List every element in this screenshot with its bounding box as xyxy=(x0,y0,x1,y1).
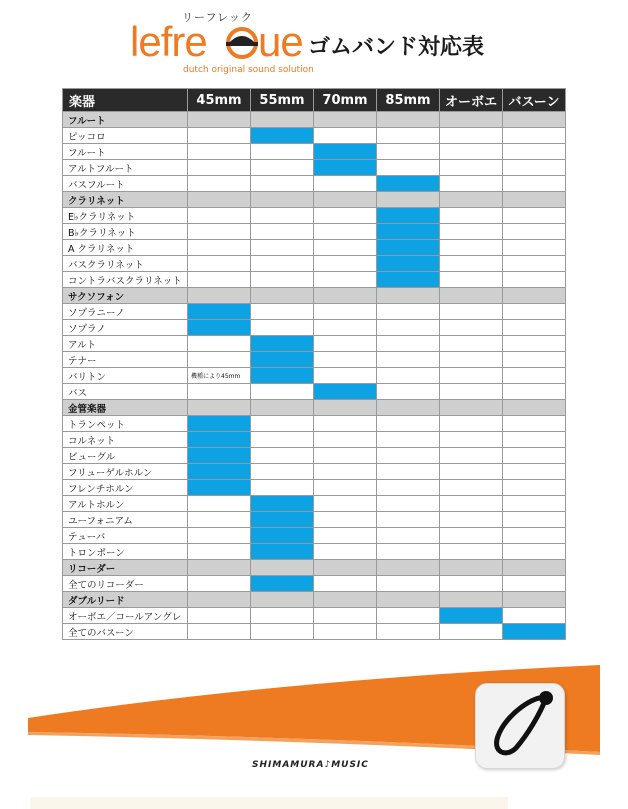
table-cell xyxy=(377,336,440,352)
table-cell xyxy=(503,592,566,608)
instrument-name: ユーフォニアム xyxy=(63,512,188,528)
table-cell xyxy=(503,336,566,352)
table-cell xyxy=(314,400,377,416)
instrument-name: トロンボーン xyxy=(63,544,188,560)
table-cell xyxy=(251,112,314,128)
table-cell xyxy=(377,304,440,320)
instrument-name: フルート xyxy=(63,144,188,160)
category-label: 金管楽器 xyxy=(63,400,188,416)
table-cell xyxy=(188,240,251,256)
instrument-name: アルトホルン xyxy=(63,496,188,512)
table-cell xyxy=(377,448,440,464)
category-label: ダブルリード xyxy=(63,592,188,608)
table-cell xyxy=(314,544,377,560)
table-cell xyxy=(188,496,251,512)
table-cell xyxy=(188,256,251,272)
compatible-cell xyxy=(251,576,314,592)
page-title: ゴムバンド対応表 xyxy=(308,35,485,60)
table-cell xyxy=(377,592,440,608)
table-cell xyxy=(377,144,440,160)
table-cell xyxy=(377,128,440,144)
table-row xyxy=(63,224,566,240)
table-cell xyxy=(503,512,566,528)
table-cell xyxy=(251,176,314,192)
instrument-name: ソプラニーノ xyxy=(63,304,188,320)
table-cell xyxy=(503,416,566,432)
table-row xyxy=(63,624,566,640)
compatible-cell xyxy=(188,464,251,480)
table-cell xyxy=(503,176,566,192)
instrument-name: テューバ xyxy=(63,528,188,544)
table-cell xyxy=(188,224,251,240)
instrument-name: テナー xyxy=(63,352,188,368)
table-cell xyxy=(440,208,503,224)
instrument-name: B♭クラリネット xyxy=(63,224,188,240)
table-cell xyxy=(503,256,566,272)
table-cell xyxy=(314,128,377,144)
table-cell xyxy=(503,368,566,384)
table-cell xyxy=(440,192,503,208)
table-cell xyxy=(377,496,440,512)
table-cell xyxy=(377,112,440,128)
table-cell xyxy=(251,320,314,336)
compatible-cell xyxy=(251,128,314,144)
table-cell xyxy=(377,512,440,528)
table-cell xyxy=(188,512,251,528)
table-cell xyxy=(188,192,251,208)
compatible-cell xyxy=(503,624,566,640)
svg-text:ue: ue xyxy=(258,20,303,65)
table-cell xyxy=(503,304,566,320)
table-cell xyxy=(188,624,251,640)
table-cell xyxy=(188,608,251,624)
table-row xyxy=(63,368,566,384)
instrument-name: アルトフルート xyxy=(63,160,188,176)
column-header: 45mm xyxy=(188,89,251,112)
table-row xyxy=(63,176,566,192)
table-cell xyxy=(440,224,503,240)
table-cell xyxy=(251,400,314,416)
table-cell xyxy=(314,224,377,240)
table-cell xyxy=(440,352,503,368)
table-cell xyxy=(503,112,566,128)
table-cell xyxy=(251,624,314,640)
table-cell xyxy=(188,352,251,368)
table-cell xyxy=(440,544,503,560)
table-cell xyxy=(251,608,314,624)
table-cell xyxy=(188,576,251,592)
table-cell xyxy=(377,480,440,496)
table-cell xyxy=(251,208,314,224)
table-cell xyxy=(377,192,440,208)
instrument-name: バスフルート xyxy=(63,176,188,192)
instrument-name: 全てのリコーダー xyxy=(63,576,188,592)
table-cell xyxy=(188,272,251,288)
table-row xyxy=(63,144,566,160)
compatible-cell xyxy=(188,480,251,496)
compatible-cell xyxy=(251,368,314,384)
table-cell xyxy=(503,576,566,592)
table-cell xyxy=(188,144,251,160)
table-cell xyxy=(314,192,377,208)
table-cell xyxy=(440,624,503,640)
instrument-name: バス xyxy=(63,384,188,400)
table-row xyxy=(63,240,566,256)
table-cell xyxy=(503,480,566,496)
table-cell xyxy=(440,416,503,432)
table-cell xyxy=(251,384,314,400)
table-cell xyxy=(188,128,251,144)
table-cell xyxy=(314,352,377,368)
table-cell xyxy=(314,256,377,272)
compatible-cell xyxy=(377,224,440,240)
table-cell xyxy=(440,112,503,128)
header xyxy=(0,0,628,82)
table-cell xyxy=(440,400,503,416)
compatible-cell xyxy=(314,384,377,400)
table-cell xyxy=(440,368,503,384)
table-cell xyxy=(503,496,566,512)
table-row xyxy=(63,608,566,624)
table-row xyxy=(63,528,566,544)
compatible-cell xyxy=(251,336,314,352)
table-cell xyxy=(251,288,314,304)
instrument-name: A クラリネット xyxy=(63,240,188,256)
tagline: dutch original sound solution xyxy=(183,65,314,75)
table-cell xyxy=(503,240,566,256)
table-row xyxy=(63,544,566,560)
category-row xyxy=(63,400,566,416)
table-cell xyxy=(314,624,377,640)
table-row xyxy=(63,480,566,496)
table-cell xyxy=(314,560,377,576)
table-cell xyxy=(188,384,251,400)
table-cell xyxy=(314,336,377,352)
table-cell xyxy=(377,544,440,560)
table-cell xyxy=(377,368,440,384)
table-cell xyxy=(251,192,314,208)
table-header-row xyxy=(63,89,566,112)
table-cell xyxy=(377,432,440,448)
instrument-name: バスクラリネット xyxy=(63,256,188,272)
table-row xyxy=(63,128,566,144)
table-cell xyxy=(314,448,377,464)
compatible-cell xyxy=(188,448,251,464)
table-cell xyxy=(314,528,377,544)
compatible-cell xyxy=(251,528,314,544)
instrument-name: ソプラノ xyxy=(63,320,188,336)
table-cell xyxy=(251,240,314,256)
instrument-name: ピッコロ xyxy=(63,128,188,144)
table-cell xyxy=(503,224,566,240)
compatible-cell xyxy=(377,240,440,256)
table-cell xyxy=(503,208,566,224)
instrument-name: E♭クラリネット xyxy=(63,208,188,224)
compatible-cell xyxy=(377,176,440,192)
table-cell xyxy=(440,496,503,512)
compatible-cell xyxy=(188,416,251,432)
table-cell xyxy=(440,528,503,544)
table-cell xyxy=(440,176,503,192)
table-cell xyxy=(503,144,566,160)
compatible-cell xyxy=(251,496,314,512)
column-header: 楽器 xyxy=(63,89,188,112)
table-cell xyxy=(251,464,314,480)
table-cell xyxy=(314,176,377,192)
table-cell xyxy=(188,528,251,544)
table-cell xyxy=(440,432,503,448)
category-label: クラリネット xyxy=(63,192,188,208)
table-cell xyxy=(188,400,251,416)
compatible-cell xyxy=(377,208,440,224)
table-cell xyxy=(251,560,314,576)
table-row xyxy=(63,352,566,368)
table-cell xyxy=(440,272,503,288)
table-cell xyxy=(314,592,377,608)
table-cell xyxy=(188,208,251,224)
table-cell xyxy=(188,176,251,192)
table-row xyxy=(63,432,566,448)
compatible-cell xyxy=(188,304,251,320)
lefreque-logo-graphic xyxy=(130,20,306,66)
table-cell xyxy=(440,512,503,528)
compatible-cell xyxy=(440,608,503,624)
table-cell xyxy=(503,544,566,560)
table-row xyxy=(63,160,566,176)
instrument-name: ビューグル xyxy=(63,448,188,464)
table-row xyxy=(63,496,566,512)
table-cell xyxy=(251,272,314,288)
column-header: バスーン xyxy=(503,89,566,112)
instrument-name: トランペット xyxy=(63,416,188,432)
table-cell xyxy=(188,160,251,176)
instrument-name: フレンチホルン xyxy=(63,480,188,496)
table-cell xyxy=(377,528,440,544)
table-cell xyxy=(503,400,566,416)
table-cell xyxy=(314,240,377,256)
table-cell xyxy=(503,464,566,480)
compatible-cell xyxy=(251,352,314,368)
table-cell xyxy=(251,304,314,320)
table-cell xyxy=(314,304,377,320)
table-cell xyxy=(314,496,377,512)
table-cell xyxy=(503,160,566,176)
table-cell xyxy=(440,384,503,400)
table-cell xyxy=(251,256,314,272)
table-row xyxy=(63,512,566,528)
table-cell xyxy=(251,144,314,160)
table-cell xyxy=(188,336,251,352)
table-cell xyxy=(440,256,503,272)
table-row xyxy=(63,208,566,224)
compatible-cell xyxy=(188,320,251,336)
table-cell xyxy=(440,336,503,352)
table-cell xyxy=(440,160,503,176)
table-cell xyxy=(503,320,566,336)
table-cell xyxy=(377,560,440,576)
table-cell xyxy=(251,416,314,432)
table-cell xyxy=(440,592,503,608)
compatible-cell xyxy=(251,512,314,528)
table-cell xyxy=(251,160,314,176)
compatible-cell xyxy=(377,272,440,288)
note-cell: 機種により45mm xyxy=(188,368,251,384)
table-cell xyxy=(314,576,377,592)
table-cell xyxy=(314,208,377,224)
table-cell xyxy=(188,288,251,304)
table-cell xyxy=(188,592,251,608)
table-cell xyxy=(377,464,440,480)
table-row xyxy=(63,384,566,400)
table-cell xyxy=(314,608,377,624)
table-cell xyxy=(314,416,377,432)
table-cell xyxy=(377,160,440,176)
category-row xyxy=(63,592,566,608)
table-cell xyxy=(251,224,314,240)
category-row xyxy=(63,560,566,576)
table-cell xyxy=(503,192,566,208)
instrument-name: コルネット xyxy=(63,432,188,448)
table-cell xyxy=(377,400,440,416)
table-cell xyxy=(440,560,503,576)
table-cell xyxy=(440,240,503,256)
table-cell xyxy=(314,432,377,448)
table-cell xyxy=(503,432,566,448)
table-cell xyxy=(440,480,503,496)
instrument-name: バリトン xyxy=(63,368,188,384)
category-label: リコーダー xyxy=(63,560,188,576)
column-header: 85mm xyxy=(377,89,440,112)
category-row xyxy=(63,288,566,304)
table-cell xyxy=(440,128,503,144)
compatible-cell xyxy=(188,432,251,448)
table-cell xyxy=(251,448,314,464)
compatible-cell xyxy=(251,544,314,560)
table-cell xyxy=(503,608,566,624)
table-cell xyxy=(314,480,377,496)
table-cell xyxy=(251,592,314,608)
shimamura-music-brand: SHIMAMURA♪MUSIC xyxy=(252,760,369,770)
table-cell xyxy=(188,112,251,128)
band-compatibility-table xyxy=(62,88,566,640)
table-row xyxy=(63,464,566,480)
instrument-name: フリューゲルホルン xyxy=(63,464,188,480)
table-cell xyxy=(314,288,377,304)
table-cell xyxy=(503,384,566,400)
table-cell xyxy=(377,608,440,624)
compatible-cell xyxy=(314,160,377,176)
instrument-name: オーボエ／コールアングレ xyxy=(63,608,188,624)
table-cell xyxy=(314,272,377,288)
table-row xyxy=(63,272,566,288)
table-row xyxy=(63,256,566,272)
category-row xyxy=(63,192,566,208)
table-cell xyxy=(377,576,440,592)
table-cell xyxy=(440,320,503,336)
instrument-name: アルト xyxy=(63,336,188,352)
table-cell xyxy=(377,288,440,304)
logo-kana: リーフレック xyxy=(182,11,253,24)
table-row xyxy=(63,336,566,352)
table-cell xyxy=(440,448,503,464)
table-cell xyxy=(377,352,440,368)
table-row xyxy=(63,416,566,432)
rubber-band-product-image xyxy=(475,683,565,769)
table-body xyxy=(63,112,566,640)
instrument-name: コントラバスクラリネット xyxy=(63,272,188,288)
table-cell xyxy=(251,432,314,448)
compatible-cell xyxy=(377,256,440,272)
category-label: フルート xyxy=(63,112,188,128)
table-cell xyxy=(503,128,566,144)
category-label: サクソフォン xyxy=(63,288,188,304)
table-row xyxy=(63,448,566,464)
column-header: オーボエ xyxy=(440,89,503,112)
table-cell xyxy=(440,304,503,320)
table-cell xyxy=(503,272,566,288)
table-cell xyxy=(314,320,377,336)
table-cell xyxy=(440,144,503,160)
table-cell xyxy=(188,544,251,560)
table-cell xyxy=(503,352,566,368)
table-cell xyxy=(314,112,377,128)
table-cell xyxy=(314,464,377,480)
table-cell xyxy=(314,512,377,528)
compatible-cell xyxy=(314,144,377,160)
table-cell xyxy=(251,480,314,496)
table-cell xyxy=(503,288,566,304)
table-cell xyxy=(503,528,566,544)
bottom-strip xyxy=(30,797,508,809)
table-cell xyxy=(188,560,251,576)
category-row xyxy=(63,112,566,128)
instrument-name: 全てのバスーン xyxy=(63,624,188,640)
table-cell xyxy=(503,448,566,464)
table-cell xyxy=(377,624,440,640)
table-cell xyxy=(503,560,566,576)
table-row xyxy=(63,320,566,336)
table-row xyxy=(63,576,566,592)
table-cell xyxy=(377,320,440,336)
svg-text:lefre: lefre xyxy=(130,20,207,65)
table-cell xyxy=(314,368,377,384)
table-cell xyxy=(377,416,440,432)
table-cell xyxy=(440,464,503,480)
table-cell xyxy=(440,576,503,592)
table-cell xyxy=(377,384,440,400)
column-header: 70mm xyxy=(314,89,377,112)
column-header: 55mm xyxy=(251,89,314,112)
table-cell xyxy=(440,288,503,304)
table-row xyxy=(63,304,566,320)
